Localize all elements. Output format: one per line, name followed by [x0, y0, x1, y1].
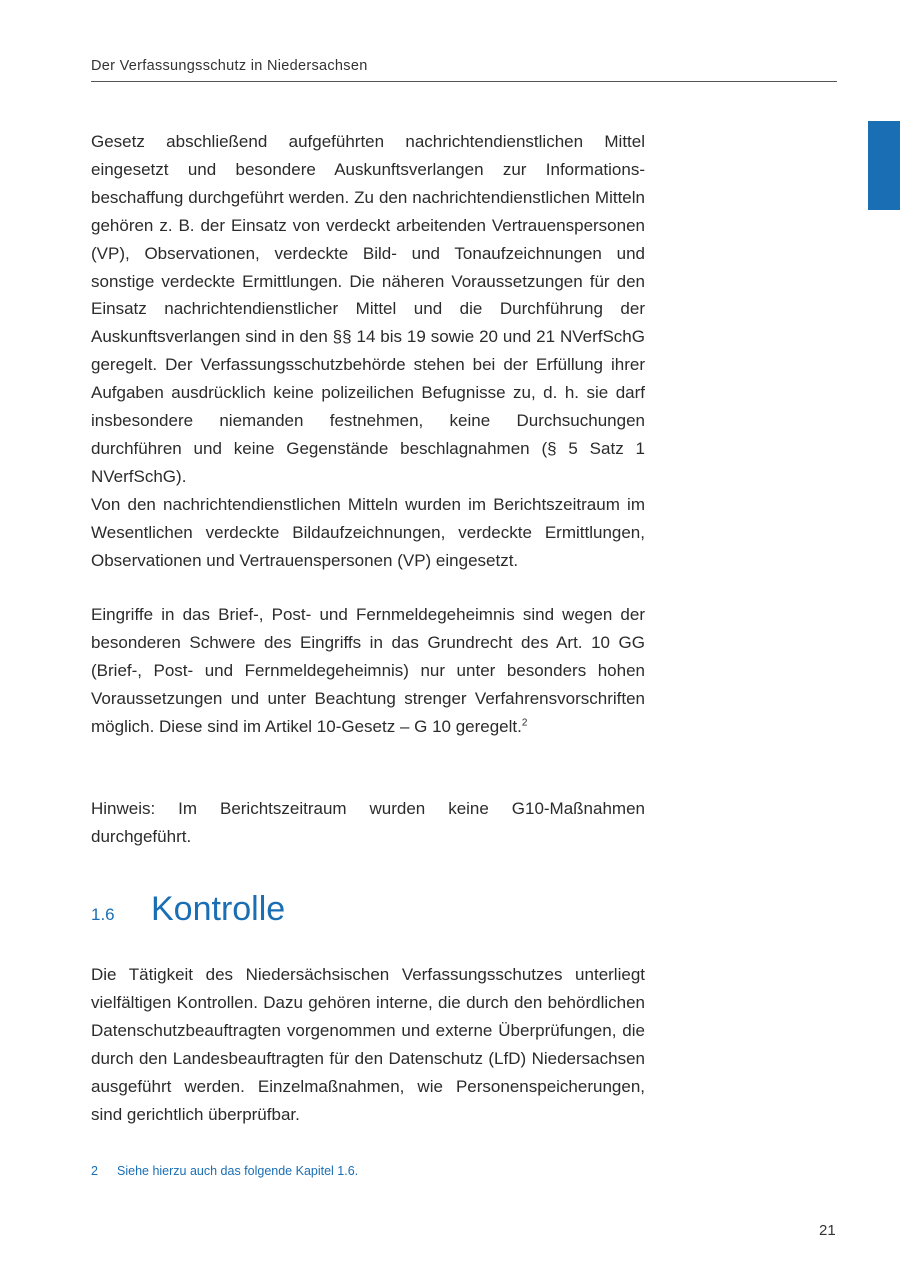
footnote-text: Siehe hierzu auch das folgende Kapitel 1.6. [117, 1164, 359, 1178]
body-block-4 [91, 961, 645, 1128]
paragraph-3 [91, 601, 645, 741]
body-block-1 [91, 128, 645, 575]
body-block-2 [91, 601, 645, 741]
chapter-tab-marker [868, 121, 900, 210]
paragraph-1: Gesetz abschließend aufgeführten nachrichtendienstlichen Mittel eingesetzt und besondere Auskunftsverlangen zur Informationsbeschaffung durchgeführt werden. Zu den nachrichtendienstlichen Mitteln gehören z. B. der Einsatz von verdeckt arbeitenden Vertrauenspersonen (VP), Observationen, verdeckte Bild- und Tonaufzeichnungen und sonstige verdeckte Ermittlungen. Die näheren Voraussetzungen für den Einsatz nachrichtendienstlicher Mittel und die Durchführung der Auskunftsverlangen sind in den §§ 14 bis 19 sowie 20 und 21 NVerfSchG geregelt. Der Verfassungsschutzbehörde stehen bei der Erfüllung ihrer Aufgaben ausdrücklich keine polizeilichen Befugnisse zu, d. h. sie darf insbesondere niemanden festnehmen, keine Durchsuchungen durchführen und keine Gegenstände beschlagnahmen (§ 5 Satz 1 NVerfSchG). [91, 132, 645, 486]
paragraph-5: Die Tätigkeit des Niedersächsischen Verfassungsschutzes unterliegt vielfältigen Kontrollen. Dazu gehören interne, die durch den behördlichen Datenschutzbeauftragten vorgenommen und externe Überprüfungen, die durch den Landesbeauftragten für den Datenschutz (LfD) Niedersachsen ausgeführt werden. Einzelmaßnahmen, wie Personenspeicherungen, sind gerichtlich überprüfbar. [91, 965, 645, 1124]
header-rule [91, 81, 837, 82]
footnote-number: 2 [91, 1164, 98, 1178]
paragraph-3-text: Eingriffe in das Brief-, Post- und Fernmeldegeheimnis sind wegen der besonderen Schwere des Eingriffs in das Grundrecht des Art. 10 GG (Brief-, Post- und Fernmeldegeheimnis) nur unter besonders hohen Voraussetzungen und unter Beachtung strenger Verfahrensvorschriften möglich. Diese sind im Artikel 10-Gesetz – G 10 geregelt. [91, 605, 645, 736]
footnote-reference[interactable]: 2 [521, 716, 528, 728]
section-heading [91, 890, 285, 940]
section-title: Kontrolle [151, 890, 286, 928]
section-number: 1.6 [91, 905, 115, 924]
footnote [91, 1164, 358, 1178]
paragraph-2: Von den nachrichtendienstlichen Mitteln wurden im Berichtszeitraum im Wesentlichen verdeckte Bildaufzeichnungen, verdeckte Ermittlungen, Observationen und Vertrauenspersonen (VP) eingesetzt. [91, 494, 645, 570]
running-header: Der Verfassungsschutz in Niedersachsen [91, 58, 368, 74]
paragraph-4: Hinweis: Im Berichtszeitraum wurden keine G10-Maßnahmen durchgeführt. [91, 799, 645, 846]
body-block-3 [91, 795, 645, 851]
page-number: 21 [819, 1222, 836, 1239]
